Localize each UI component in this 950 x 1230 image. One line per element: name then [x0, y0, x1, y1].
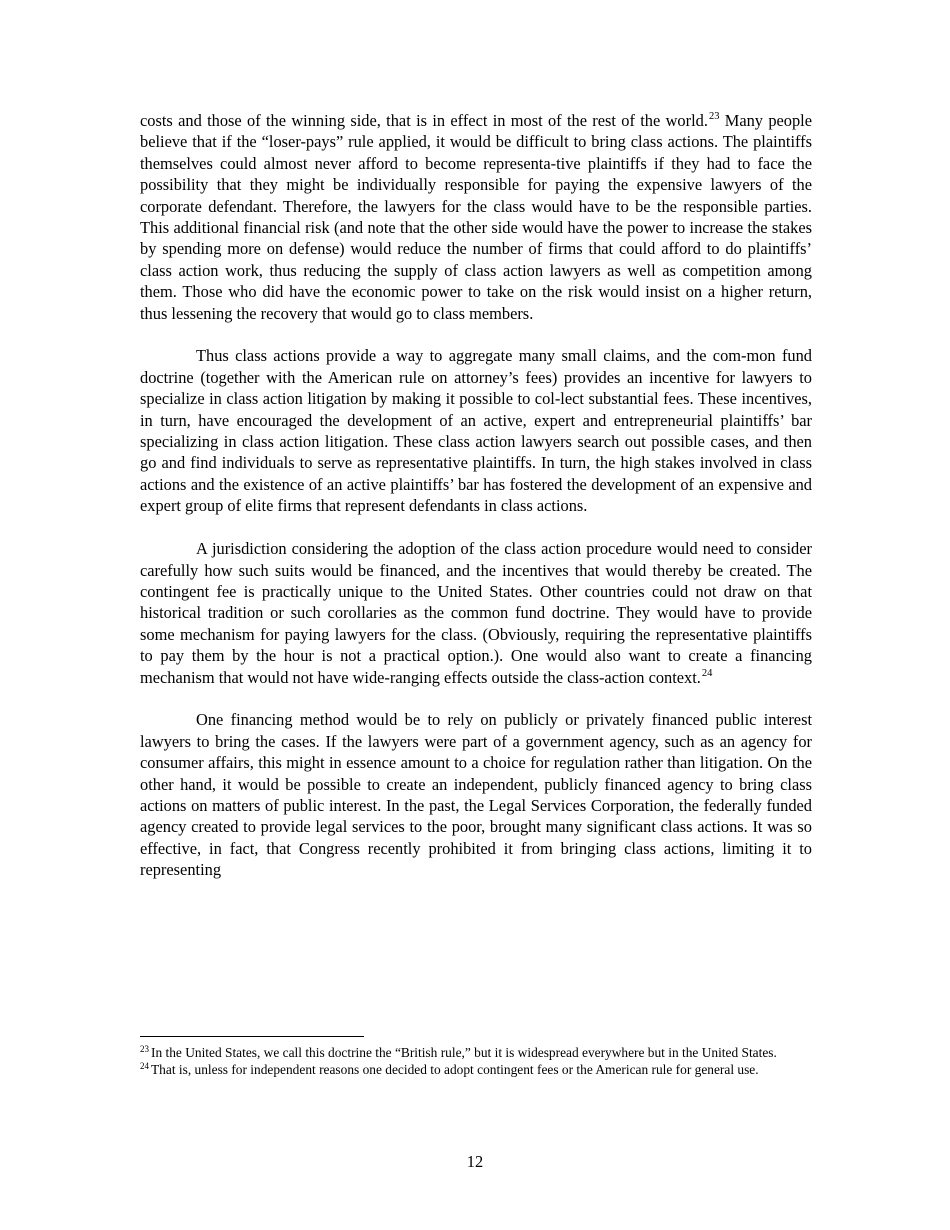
footnote [140, 1061, 812, 1078]
paragraph-text: Many people believe that if the “loser-pays” rule applied, it would be difficult to bring class actions. The plaintiffs themselves could almost never afford to become representa-tive plaintiffs if they had to face the possibility that they might be individually responsible for paying the expensive lawyers of the corporate defendant. Therefore, the lawyers for the class would have to be the responsible parties. This additional financial risk (and note that the other side would have the power to increase the stakes by spending more on defense) would reduce the number of firms that could afford to do plaintiffs’ class action work, thus reducing the supply of class action lawyers as well as competition among them. Those who did have the economic power to take on the risk would insist on a higher return, thus lessening the recovery that would go to class members. [140, 111, 813, 323]
footnote-number: 23 [140, 1044, 149, 1054]
paragraph-text: Thus class actions provide a way to aggregate many small claims, and the com-mon fund doctrine (together with the American rule on attorney’s fees) provides an incentive for lawyers to specialize in class action litigation by making it possible to col-lect substantial fees. These incentives, in turn, have encouraged the development of an active, expert and entrepreneurial plaintiffs’ bar specializing in class action litigation. These class action lawyers search out possible cases, and then go and find individuals to serve as representative plaintiffs. In turn, the high stakes involved in class actions and the existence of an active plaintiffs’ bar has fostered the development of an expensive and expert group of elite firms that represent defendants in class actions. [140, 346, 812, 516]
footnote-text: That is, unless for independent reasons one decided to adopt contingent fees or the American rule for general use. [151, 1062, 759, 1078]
paragraph [140, 709, 812, 880]
paragraph-text: One financing method would be to rely on publicly or privately financed public interest lawyers to bring the cases. If the lawyers were part of a government agency, such as an agency for consumer affairs, this might in essence amount to a choice for regulation rather than litigation. On the other hand, it would be possible to create an independent, publicly financed agency to bring class actions on matters of public interest. In the past, the Legal Services Corporation, the federally funded agency created to provide legal services to the poor, brought many significant class actions. It was so effective, in fact, that Congress recently prohibited it from bringing class actions, limiting it to representing [140, 710, 812, 880]
paragraph [140, 345, 812, 516]
footnote-separator [140, 1036, 364, 1037]
footnote-text: In the United States, we call this doctrine the “British rule,” but it is widespread everywhere but in the United States. [151, 1045, 777, 1060]
footnote [140, 1044, 812, 1061]
footnote-number: 24 [140, 1061, 149, 1072]
paragraph [140, 110, 812, 324]
page-number: 12 [466, 1152, 484, 1171]
paragraph-text: A jurisdiction considering the adoption of the class action procedure would need to consider carefully how such suits would be financed, and the incentives that would thereby be created. The contingent fee is practically unique to the United States. Other countries could not draw on that historical tradition or such corollaries as the common fund doctrine. They would have to provide some mechanism for paying lawyers for the class. (Obviously, requiring the representative plaintiffs to pay them by the hour is not a practical option.). One would also want to create a financing mechanism that would not have wide-ranging effects outside the class-action context. [140, 539, 812, 687]
body-text [140, 110, 812, 881]
paragraph-text: costs and those of the winning side, that is in effect in most of the rest of the world. [140, 111, 708, 130]
footnote-reference[interactable]: 23 [708, 111, 720, 122]
paragraph [140, 538, 812, 688]
footnote-reference[interactable]: 24 [701, 667, 713, 679]
footnotes [140, 1044, 812, 1078]
